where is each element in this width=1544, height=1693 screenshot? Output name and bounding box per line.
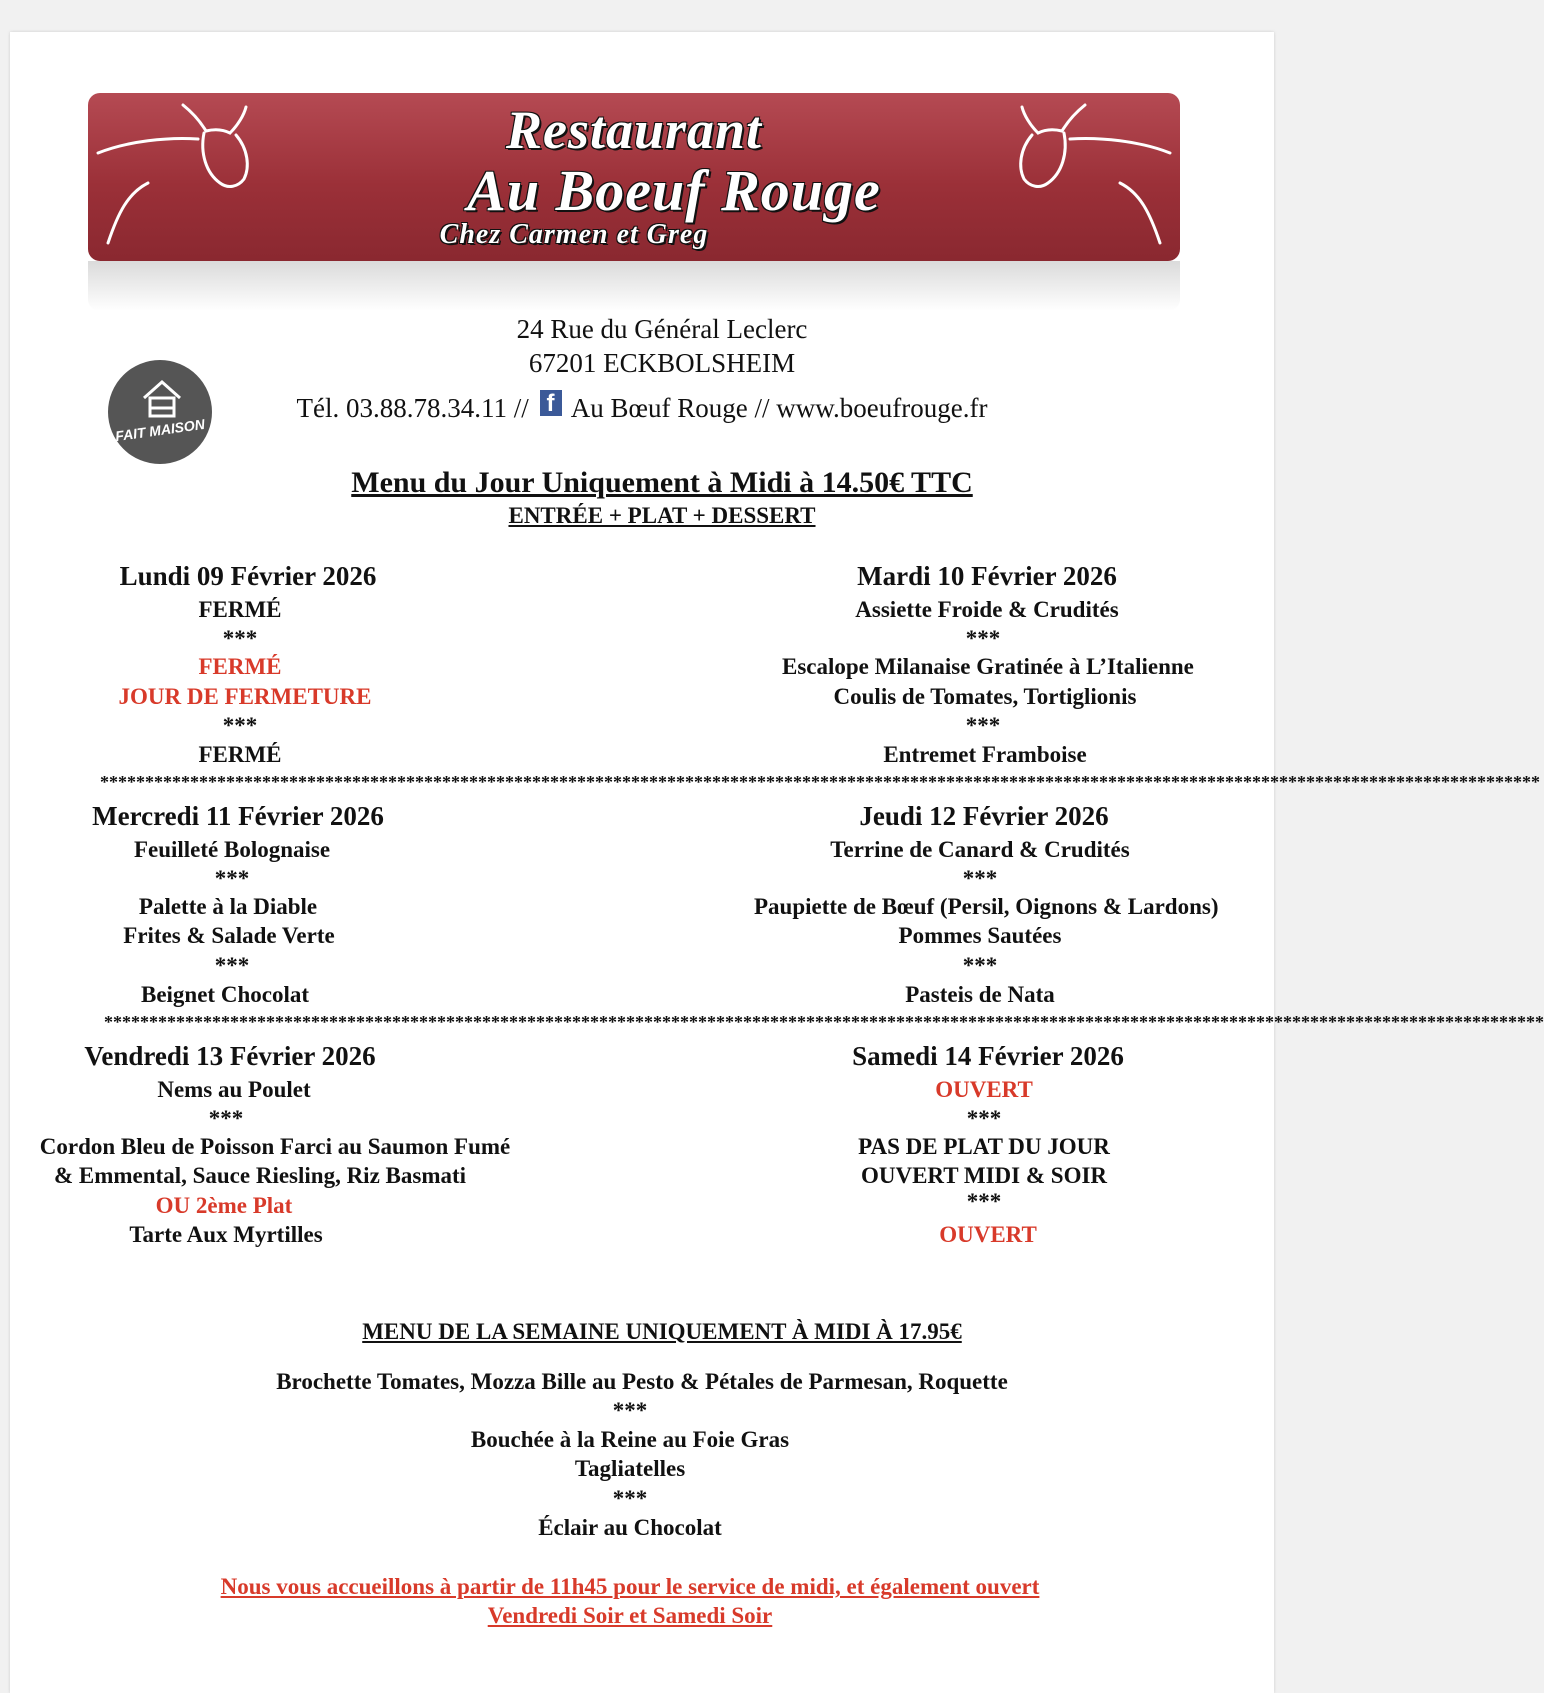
sat-entree: OUVERT <box>935 1077 1033 1102</box>
fri-plat-2: & Emmental, Sauce Riesling, Riz Basmati <box>53 1163 467 1188</box>
thu-stars-2: *** <box>962 953 998 978</box>
week-dessert: Éclair au Chocolat <box>538 1515 722 1540</box>
footer-line-2: Vendredi Soir et Samedi Soir <box>487 1603 773 1628</box>
wed-stars-2: *** <box>214 953 250 978</box>
separator-2: **************************************************************************************************************************************************************** <box>104 1012 1544 1032</box>
fri-plat-1: Cordon Bleu de Poisson Farci au Saumon Fumé <box>39 1134 511 1159</box>
tue-stars-1: *** <box>965 626 1001 651</box>
week-stars-1: *** <box>612 1398 648 1423</box>
sat-plat-1: PAS DE PLAT DU JOUR <box>858 1134 1110 1159</box>
day-title-fri: Vendredi 13 Février 2026 <box>84 1041 376 1071</box>
thu-entree: Terrine de Canard & Crudités <box>830 837 1130 862</box>
tue-entree: Assiette Froide & Crudités <box>855 597 1119 622</box>
tue-plat-2: Coulis de Tomates, Tortiglionis <box>833 684 1137 709</box>
wed-stars-1: *** <box>214 866 250 891</box>
facebook-icon[interactable]: f <box>540 390 562 416</box>
tue-plat-1: Escalope Milanaise Gratinée à L’Italienne <box>782 654 1194 679</box>
day-title-mon: Lundi 09 Février 2026 <box>119 561 377 591</box>
mon-entree: FERMÉ <box>198 597 282 622</box>
thu-stars-1: *** <box>962 866 998 891</box>
fri-stars-1: *** <box>208 1106 244 1131</box>
sat-stars-2: *** <box>966 1189 1002 1214</box>
day-title-sat: Samedi 14 Février 2026 <box>852 1041 1124 1071</box>
week-plat-2: Tagliatelles <box>574 1456 686 1481</box>
sat-plat-2: OUVERT MIDI & SOIR <box>860 1163 1108 1188</box>
tue-stars-2: *** <box>965 713 1001 738</box>
banner-reflection <box>88 261 1180 311</box>
tue-dessert: Entremet Framboise <box>883 742 1087 767</box>
day-title-thu: Jeudi 12 Février 2026 <box>859 801 1109 831</box>
wed-plat-1: Palette à la Diable <box>138 894 318 919</box>
day-title-wed: Mercredi 11 Février 2026 <box>92 801 384 831</box>
separator-1: **************************************************************************************************************************************************************** <box>100 772 1540 792</box>
banner-line-2: Au Boeuf Rouge <box>467 158 881 223</box>
sat-dessert: OUVERT <box>939 1222 1037 1247</box>
footer-line-1: Nous vous accueillons à partir de 11h45 pour le service de midi, et également ouvert <box>220 1574 1040 1599</box>
mon-dessert: FERMÉ <box>198 742 282 767</box>
house-icon <box>142 378 182 420</box>
week-menu-title: MENU DE LA SEMAINE UNIQUEMENT À MIDI À 17.95€ <box>362 1319 962 1344</box>
address-city: 67201 ECKBOLSHEIM <box>528 348 796 378</box>
fri-plat-3: OU 2ème Plat <box>155 1193 293 1218</box>
wed-entree: Feuilleté Bolognaise <box>133 837 331 862</box>
thu-plat-1: Paupiette de Bœuf (Persil, Oignons & Lardons) <box>754 894 1219 919</box>
thu-dessert: Pasteis de Nata <box>905 982 1055 1007</box>
menu-title: Menu du Jour Uniquement à Midi à 14.50€ TTC <box>351 466 973 499</box>
website-text[interactable]: // www.boeufrouge.fr <box>754 393 988 423</box>
mon-stars-1: *** <box>222 626 258 651</box>
week-plat-1: Bouchée à la Reine au Foie Gras <box>470 1427 790 1452</box>
phone-text: Tél. 03.88.78.34.11 // <box>296 393 529 423</box>
fri-dessert: Tarte Aux Myrtilles <box>129 1222 323 1247</box>
restaurant-banner <box>88 93 1180 261</box>
banner-line-1: Restaurant <box>505 100 763 160</box>
facebook-link[interactable]: Au Bœuf Rouge <box>570 393 748 423</box>
wed-plat-2: Frites & Salade Verte <box>123 923 335 948</box>
address-street: 24 Rue du Général Leclerc <box>516 314 808 344</box>
fri-entree: Nems au Poulet <box>157 1077 311 1102</box>
badge-label: FAIT MAISON <box>114 415 206 445</box>
menu-subtitle: ENTRÉE + PLAT + DESSERT <box>508 503 816 528</box>
banner-line-3: Chez Carmen et Greg <box>439 219 709 250</box>
week-entree: Brochette Tomates, Mozza Bille au Pesto & Pétales de Parmesan, Roquette <box>276 1369 1008 1394</box>
sat-stars-1: *** <box>966 1106 1002 1131</box>
fait-maison-badge <box>108 360 212 464</box>
day-title-tue: Mardi 10 Février 2026 <box>857 561 1117 591</box>
thu-plat-2: Pommes Sautées <box>898 923 1062 948</box>
mon-stars-2: *** <box>222 713 258 738</box>
mon-plat-2: JOUR DE FERMETURE <box>118 684 372 709</box>
week-stars-2: *** <box>612 1486 648 1511</box>
mon-plat-1: FERMÉ <box>198 654 282 679</box>
wed-dessert: Beignet Chocolat <box>140 982 309 1007</box>
